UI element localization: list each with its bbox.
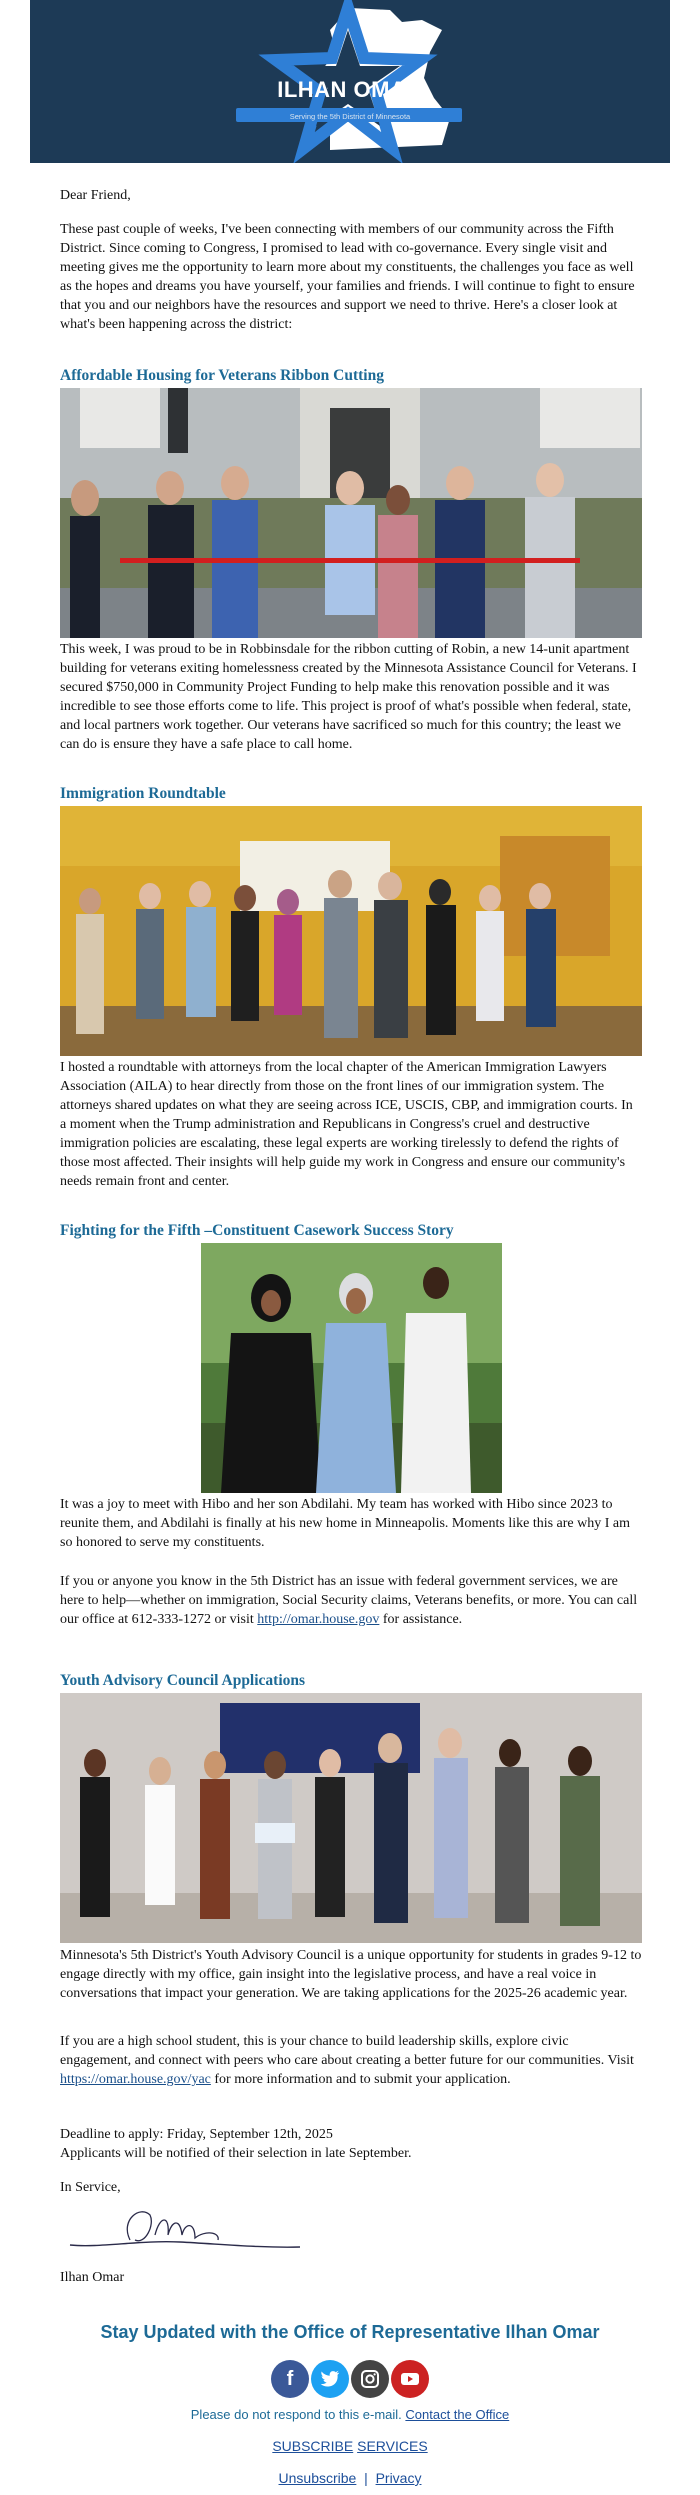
youth-text-before: If you are a high school student, this is your chance to build leadership skills, explore civic engagement, and connect with peers who care about creating a better future for our communities. Visit (60, 2034, 634, 2068)
closing: In Service, (60, 2180, 121, 2195)
heading-immigration: Immigration Roundtable (60, 785, 226, 802)
subscribe-services-row (30, 2438, 670, 2454)
youth-council-photo (60, 1693, 642, 1943)
unsubscribe-privacy-row (30, 2470, 670, 2486)
heading-youth: Youth Advisory Council Applications (60, 1672, 306, 1689)
youtube-icon[interactable] (391, 2360, 429, 2398)
intro-paragraph: These past couple of weeks, I've been connecting with members of our community across the Fifth District. Since coming to Congress, I promised to lead with co-governance. Every single visit and meeting gives me the opportunity to learn more about my constituents, the challenges you face as well as the hopes and dreams you have yourself, your families and friends. I will continue to fight to ensure that you and our neighbors have the resources and support we need to thrive. Here's a closer look at what's been happening across the district: (60, 222, 635, 332)
omar-house-gov-link[interactable]: http://omar.house.gov (257, 1612, 380, 1627)
casework-photo (201, 1243, 502, 1493)
notify-text: Applicants will be notified of their selection in late September. (60, 2146, 412, 2161)
roundtable-photo (60, 806, 642, 1056)
casework-paragraph-1: It was a joy to meet with Hibo and her son Abdilahi. My team has worked with Hibo since 2023 to reunite them, and Abdilahi is finally at his new home in Minneapolis. Moments like this are why I am so honored to serve my constituents. (60, 1497, 631, 1550)
header-banner (30, 0, 670, 163)
deadline-text: Deadline to apply: Friday, September 12th, 2025 (60, 2127, 333, 2142)
greeting: Dear Friend, (60, 188, 131, 203)
noreply-text: Please do not respond to this e-mail. (190, 2407, 406, 2422)
yac-link[interactable]: https://omar.house.gov/yac (60, 2072, 211, 2087)
stay-updated-heading: Stay Updated with the Office of Representative Ilhan Omar (100, 2322, 600, 2342)
casework-text-before: If you or anyone you know in the 5th District has an issue with federal government services, we are here to help—whether on immigration, Social Security claims, Veterans benefits, or more. You can call our office at 612-333-1272 or visit (60, 1574, 638, 1627)
housing-paragraph: This week, I was proud to be in Robbinsdale for the ribbon cutting of Robin, a new 14-unit apartment building for veterans exiting homelessness created by the Minnesota Assistance Council for Veterans. I secured $750,000 in Community Project Funding to help make this renovation possible and it was incredible to see those efforts come to life. This project is proof of what's possible when federal, state, and local partners work together. Our veterans have sacrificed so much for this country; the least we can do is ensure they have a safe place to call home. (60, 642, 637, 752)
signature-image (60, 2200, 310, 2268)
services-link[interactable]: SERVICES (357, 2438, 428, 2454)
youth-paragraph-1: Minnesota's 5th District's Youth Advisory Council is a unique opportunity for students in grades 9-12 to engage directly with my office, gain insight into the legislative process, and have a real voice in conversations that impact your generation. We are taking applications for the 2025-26 academic year. (60, 1948, 642, 2001)
casework-text-after: for assistance. (379, 1612, 463, 1627)
ribbon-cutting-photo (60, 388, 642, 638)
twitter-icon[interactable] (311, 2360, 349, 2398)
instagram-icon[interactable] (351, 2360, 389, 2398)
subscribe-link[interactable]: SUBSCRIBE (272, 2438, 354, 2454)
noreply-line (30, 2407, 670, 2422)
casework-paragraph-2 (60, 1572, 642, 1629)
contact-office-link[interactable]: Contact the Office (405, 2407, 510, 2422)
footer-separator: | (364, 2470, 368, 2486)
brand-subtitle: Serving the 5th District of Minnesota (289, 112, 411, 121)
facebook-icon[interactable]: f (271, 2360, 309, 2398)
heading-housing: Affordable Housing for Veterans Ribbon Cutting (60, 367, 384, 384)
brand-name: ILHAN OMAR (277, 77, 423, 102)
youth-text-after: for more information and to submit your application. (210, 2072, 511, 2087)
heading-casework: Fighting for the Fifth –Constituent Casework Success Story (60, 1222, 454, 1239)
unsubscribe-link[interactable]: Unsubscribe (278, 2470, 357, 2486)
privacy-link[interactable]: Privacy (375, 2470, 422, 2486)
immigration-paragraph: I hosted a roundtable with attorneys from the local chapter of the American Immigration Lawyers Association (AILA) to hear directly from those on the front lines of our immigration system. The attorneys shared updates on what they are seeing across ICE, USCIS, CBP, and immigration courts. In a moment when the Trump administration and Republicans in Congress's cruel and destructive immigration policies are escalating, these legal experts are working tirelessly to defend the rights of those most affected. Their insights will help guide my work in Congress and ensure our community's needs remain front and center. (60, 1060, 633, 1189)
youth-paragraph-2 (60, 2032, 642, 2089)
signature-name: Ilhan Omar (60, 2270, 125, 2285)
